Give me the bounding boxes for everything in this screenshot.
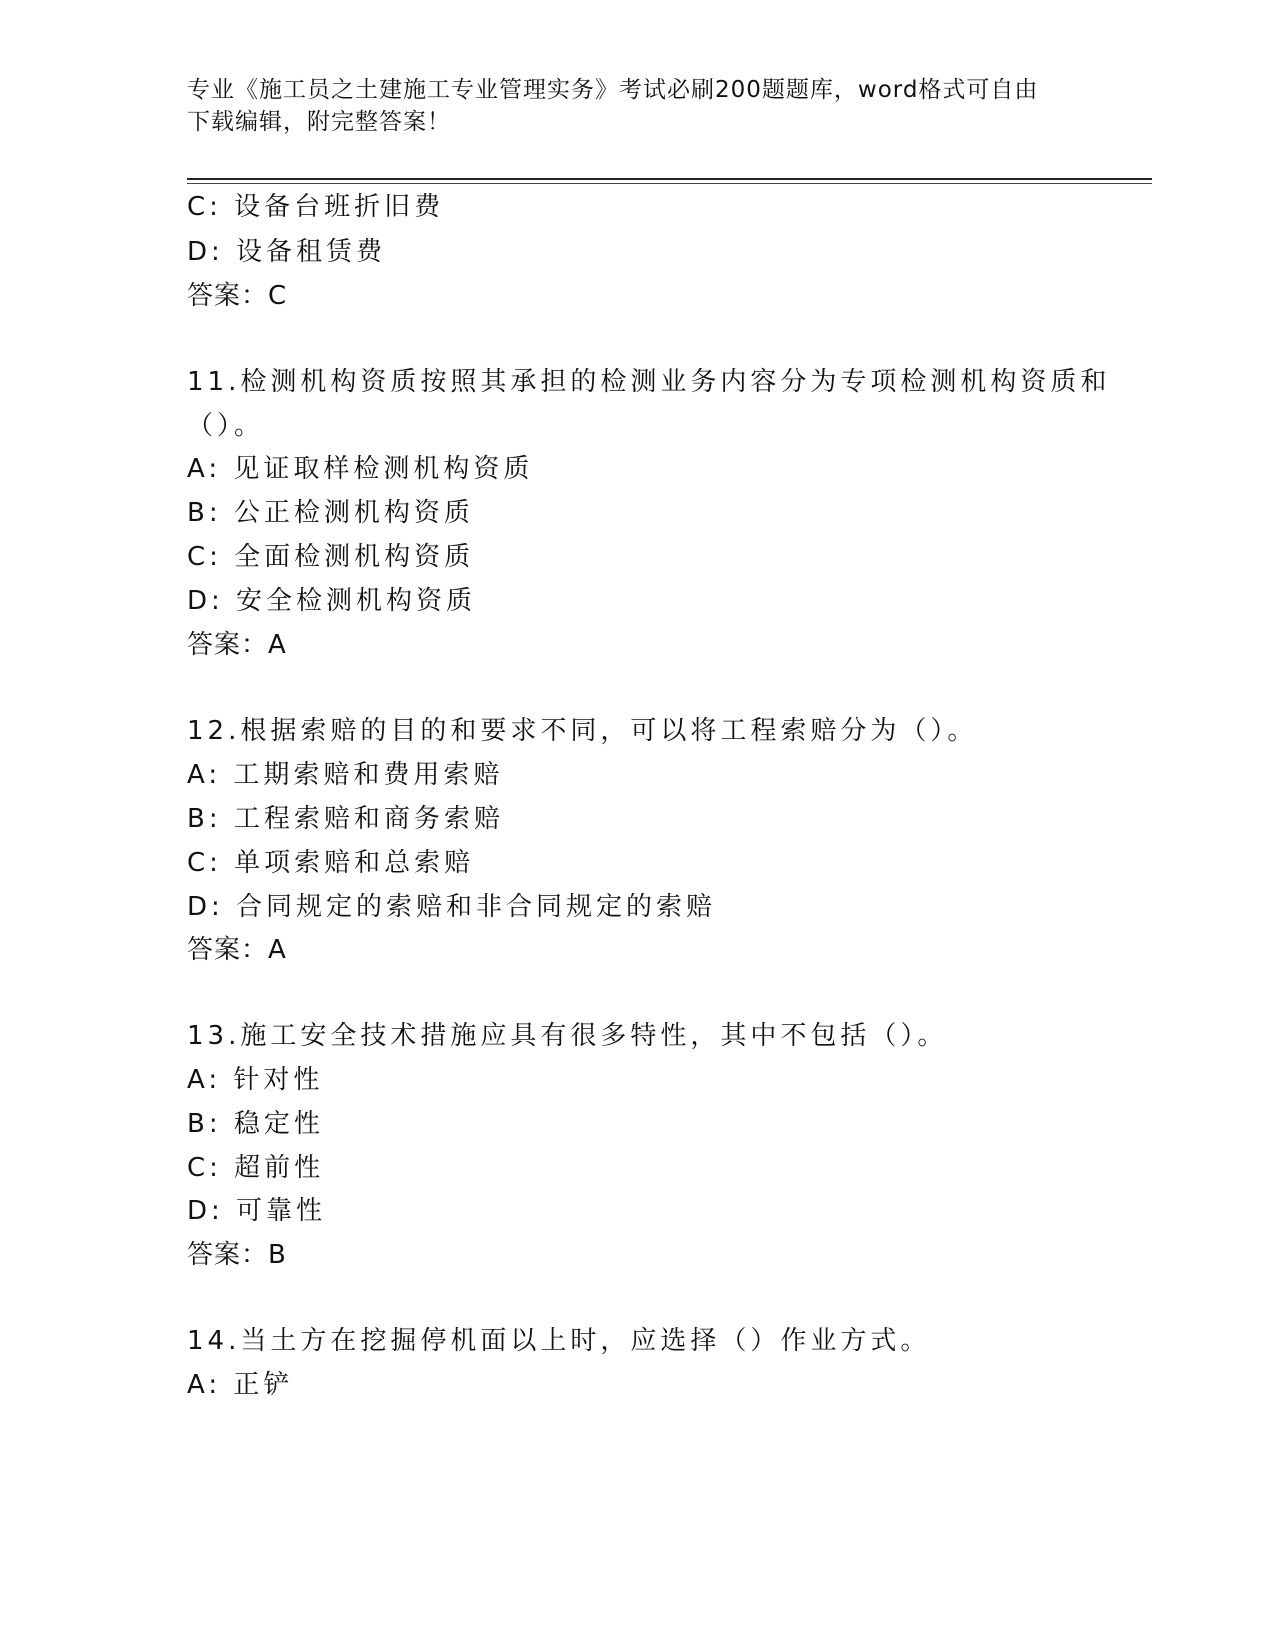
q13-option-a: A: 针对性 <box>187 1065 324 1095</box>
q13-option-c: C: 超前性 <box>187 1153 325 1183</box>
q11-option-c: C: 全面检测机构资质 <box>187 542 475 572</box>
q13-option-b: B: 稳定性 <box>187 1109 324 1139</box>
q12-option-a: A: 工期索赔和费用索赔 <box>187 760 504 790</box>
q12-option-c: C: 单项索赔和总索赔 <box>187 848 475 878</box>
q14-stem: 14.当土方在挖掘停机面以上时，应选择（）作业方式。 <box>187 1326 931 1356</box>
q11-option-b: B: 公正检测机构资质 <box>187 498 474 528</box>
q12-option-b: B: 工程索赔和商务索赔 <box>187 804 504 834</box>
q11-option-d: D: 安全检测机构资质 <box>187 586 477 616</box>
q13-answer: 答案：B <box>187 1240 287 1270</box>
header-title-line-1: 专业《施工员之土建施工专业管理实务》考试必刷200题题库，word格式可自由 <box>187 77 1039 103</box>
header-divider-thick <box>187 178 1152 180</box>
q11-stem-line-1: 11.检测机构资质按照其承担的检测业务内容分为专项检测机构资质和 <box>187 367 1111 397</box>
q12-stem: 12.根据索赔的目的和要求不同，可以将工程索赔分为（）。 <box>187 716 978 746</box>
header-divider-thin <box>187 183 1152 184</box>
document-header <box>187 74 1087 138</box>
q10-option-c: C: 设备台班折旧费 <box>187 192 445 222</box>
q13-option-d: D: 可靠性 <box>187 1196 327 1226</box>
q13-stem: 13.施工安全技术措施应具有很多特性，其中不包括（）。 <box>187 1021 948 1051</box>
q11-stem-line-2: （）。 <box>187 411 265 441</box>
q14-option-a: A: 正铲 <box>187 1370 294 1400</box>
q12-answer: 答案：A <box>187 935 287 965</box>
header-title-line-2: 下载编辑，附完整答案！ <box>187 109 451 135</box>
q10-answer: 答案：C <box>187 281 288 311</box>
q10-option-d: D: 设备租赁费 <box>187 237 387 267</box>
q11-answer: 答案：A <box>187 630 287 660</box>
q11-option-a: A: 见证取样检测机构资质 <box>187 454 534 484</box>
q12-option-d: D: 合同规定的索赔和非合同规定的索赔 <box>187 892 717 922</box>
